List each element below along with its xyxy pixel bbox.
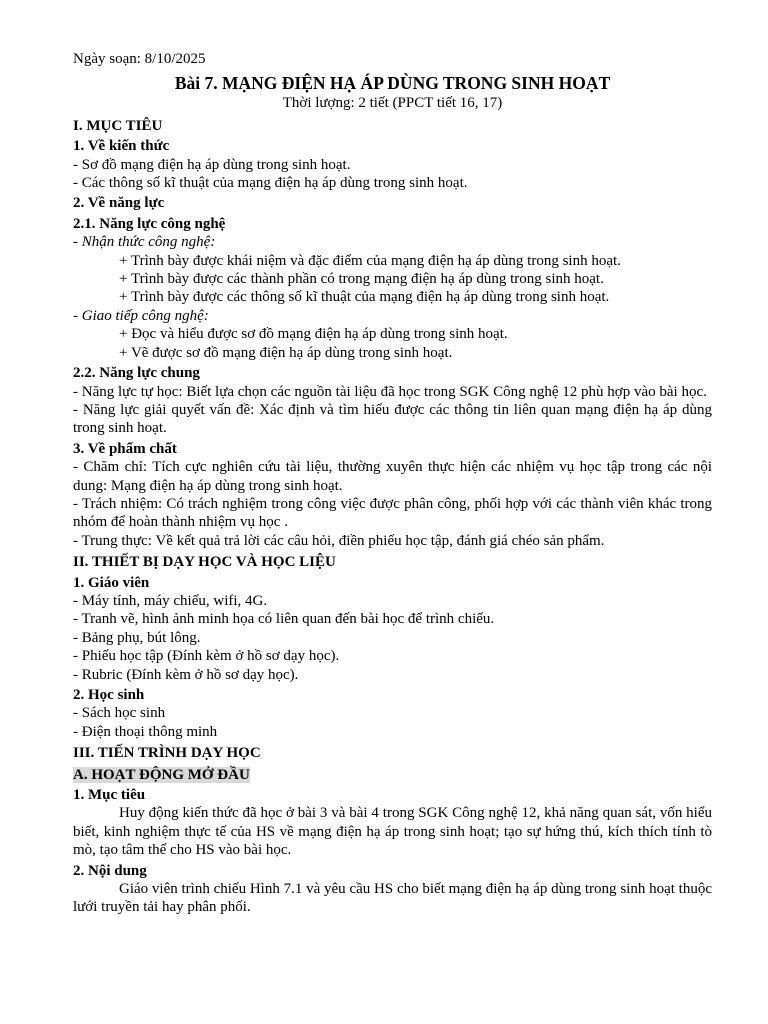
perception-item: + Trình bày được các thành phần có trong mạng điện hạ áp dùng trong sinh hoạt.	[119, 271, 604, 288]
section-objectives-heading: I. MỤC TIÊU	[73, 117, 163, 134]
activity-a-heading: A. HOẠT ĐỘNG MỞ ĐẦU	[73, 766, 250, 783]
teacher-heading: 1. Giáo viên	[73, 574, 150, 591]
content-text: Giáo viên trình chiếu Hình 7.1 và yêu cầu HS cho biết mạng điện hạ áp dùng trong sinh hoạt thuộc lưới truyền tải hay phân phối.	[73, 881, 712, 916]
teacher-item: - Rubric (Đính kèm ở hồ sơ dạy học).	[73, 666, 299, 683]
communication-label: - Giao tiếp công nghệ:	[73, 307, 209, 324]
section-equipment-heading: II. THIẾT BỊ DẠY HỌC VÀ HỌC LIỆU	[73, 554, 336, 571]
quality-item: - Chăm chỉ: Tích cực nghiên cứu tài liệu, thường xuyên thực hiện các nhiệm vụ học tập trong các nội dung: Mạng điện hạ áp dùng trong sinh hoạt.	[73, 459, 712, 494]
teacher-item: - Phiếu học tập (Đính kèm ở hồ sơ dạy học).	[73, 648, 340, 665]
communication-item: + Đọc và hiểu được sơ đồ mạng điện hạ áp dùng trong sinh hoạt.	[119, 326, 508, 343]
teacher-item: - Bảng phụ, bút lông.	[73, 629, 201, 646]
lesson-duration: Thời lượng: 2 tiết (PPCT tiết 16, 17)	[282, 95, 503, 112]
tech-competence-heading: 2.1. Năng lực công nghệ	[73, 215, 226, 232]
student-item: - Điện thoại thông minh	[73, 723, 218, 740]
communication-item: + Vẽ được sơ đồ mạng điện hạ áp dùng trong sinh hoạt.	[119, 344, 453, 361]
teacher-item: - Tranh vẽ, hình ảnh minh họa có liên quan đến bài học để trình chiếu.	[73, 611, 495, 628]
perception-item: + Trình bày được khái niệm và đặc điểm của mạng điện hạ áp dùng trong sinh hoạt.	[119, 252, 621, 269]
quality-item: - Trung thực: Về kết quả trả lời các câu hỏi, điền phiếu học tập, đánh giá chéo sản phẩm.	[73, 532, 605, 549]
knowledge-heading: 1. Về kiến thức	[73, 138, 170, 155]
lesson-date: Ngày soạn: 8/10/2025	[73, 51, 206, 67]
general-competence-item: - Năng lực giải quyết vấn đề: Xác định và tìm hiểu được các thông tin liên quan mạng điện hạ áp dùng trong sinh hoạt.	[73, 401, 712, 437]
knowledge-item: - Các thông số kĩ thuật của mạng điện hạ áp dùng trong sinh hoạt.	[73, 175, 468, 192]
content-heading: 2. Nội dung	[73, 862, 147, 879]
perception-item: + Trình bày được các thông số kĩ thuật của mạng điện hạ áp dùng trong sinh hoạt.	[119, 289, 610, 306]
competence-heading: 2. Về năng lực	[73, 195, 165, 212]
section-process-heading: III. TIẾN TRÌNH DẠY HỌC	[73, 745, 261, 762]
knowledge-item: - Sơ đồ mạng điện hạ áp dùng trong sinh hoạt.	[73, 156, 351, 173]
student-heading: 2. Học sinh	[73, 687, 145, 703]
general-competence-heading: 2.2. Năng lực chung	[73, 365, 200, 382]
general-competence-item: - Năng lực tự học: Biết lựa chọn các nguồn tài liệu đã học trong SGK Công nghệ 12 phù hợp vào bài học.	[73, 383, 707, 400]
lesson-title: Bài 7. MẠNG ĐIỆN HẠ ÁP DÙNG TRONG SINH HOẠT	[174, 73, 611, 94]
goal-heading: 1. Mục tiêu	[73, 787, 146, 804]
goal-text: Huy động kiến thức đã học ở bài 3 và bài 4 trong SGK Công nghệ 12, khả năng quan sát, vốn hiểu biết, kinh nghiệm thực tế của HS về mạng điện hạ áp trong sinh hoạt; tạo sự hứng thú, kích thích tính tò mò, tạo tâm thế cho HS vào bài học.	[73, 805, 712, 859]
qualities-heading: 3. Về phẩm chất	[73, 440, 177, 457]
student-item: - Sách học sinh	[73, 705, 166, 722]
teacher-item: - Máy tính, máy chiếu, wifi, 4G.	[73, 592, 268, 609]
perception-label: - Nhận thức công nghệ:	[73, 234, 216, 251]
quality-item: - Trách nhiệm: Có trách nghiệm trong công việc được phân công, phối hợp với các thành viên khác trong nhóm để hoàn thành nhiệm vụ học .	[73, 495, 712, 531]
